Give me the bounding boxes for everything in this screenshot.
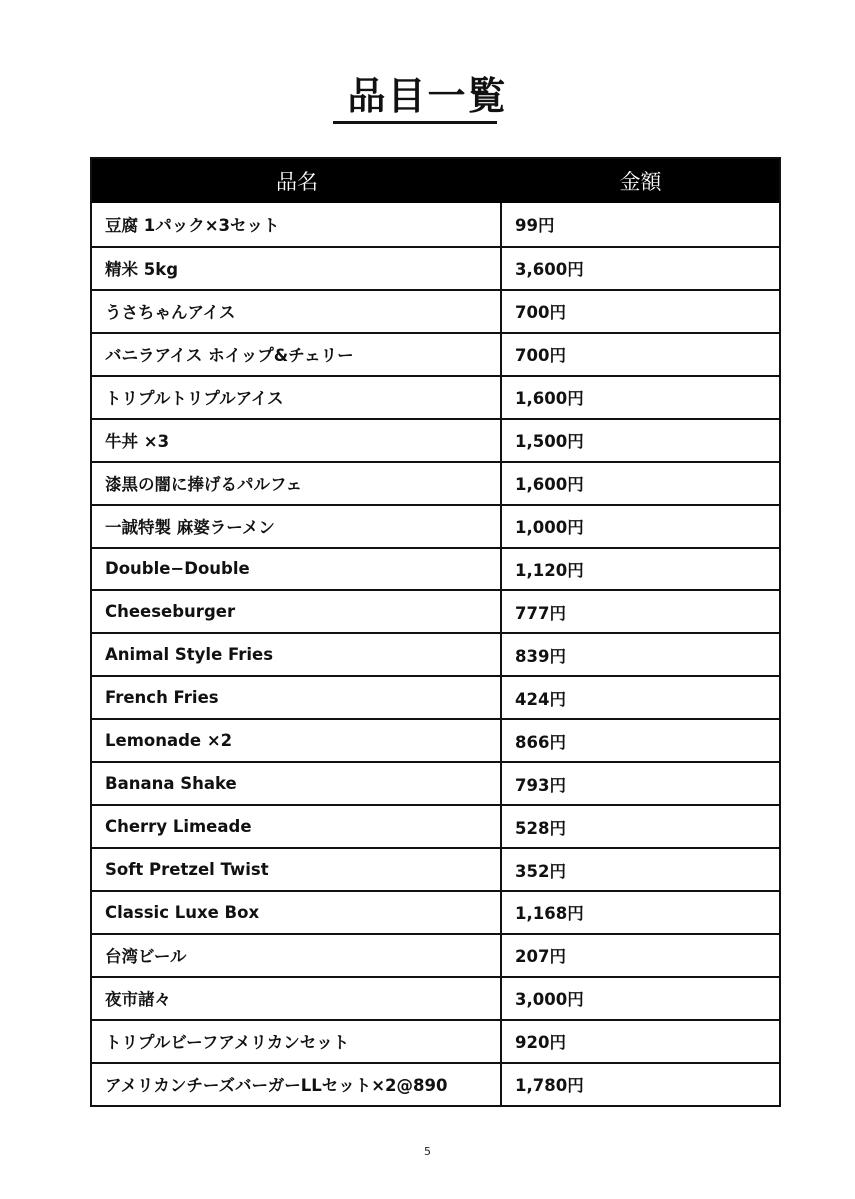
table-row [92, 246, 779, 289]
item-price: 793円 [515, 775, 566, 795]
item-name: Banana Shake [92, 763, 502, 804]
page-title: 品目一覧 [347, 74, 508, 118]
item-name: French Fries [92, 677, 502, 718]
table-row [92, 718, 779, 761]
table-row [92, 1062, 779, 1105]
item-name: Cherry Limeade [92, 806, 502, 847]
table-row [92, 332, 779, 375]
table-row [92, 375, 779, 418]
item-name: 漆黒の闇に捧げるパルフェ [92, 463, 502, 504]
item-price: 1,600円 [515, 475, 584, 495]
item-price: 1,168円 [515, 904, 584, 924]
item-name: 豆腐 1パック×3セット [92, 203, 502, 246]
item-name: Soft Pretzel Twist [92, 849, 502, 890]
item-price: 99円 [515, 216, 555, 236]
table-header [92, 159, 779, 203]
header-name: 品名 [276, 170, 318, 194]
item-price: 777円 [515, 603, 566, 623]
table-row [92, 1019, 779, 1062]
item-price: 866円 [515, 732, 566, 752]
item-price: 1,500円 [515, 432, 584, 452]
table-row [92, 547, 779, 590]
item-name: Double−Double [92, 549, 502, 590]
table-row [92, 504, 779, 547]
table-row [92, 632, 779, 675]
page-number: 5 [424, 1145, 431, 1158]
table-body [92, 203, 779, 1105]
item-price: 528円 [515, 818, 566, 838]
item-price: 3,600円 [515, 260, 584, 280]
item-price: 424円 [515, 689, 566, 709]
item-name: アメリカンチーズバーガーLLセット×2@890 [92, 1064, 502, 1105]
table-row [92, 976, 779, 1019]
item-price: 839円 [515, 646, 566, 666]
item-price: 1,600円 [515, 389, 584, 409]
table-row [92, 203, 779, 246]
item-price: 352円 [515, 861, 566, 881]
table-row [92, 804, 779, 847]
item-price: 1,000円 [515, 518, 584, 538]
table-row [92, 761, 779, 804]
header-price: 金額 [619, 170, 662, 194]
table-row [92, 675, 779, 718]
item-name: トリプルトリプルアイス [92, 377, 502, 418]
item-name: 牛丼 ×3 [92, 420, 502, 461]
item-price: 700円 [515, 346, 566, 366]
item-name: Lemonade ×2 [92, 720, 502, 761]
table-row [92, 461, 779, 504]
title-underline [333, 121, 497, 124]
item-name: バニラアイス ホイップ&チェリー [92, 334, 502, 375]
item-name: 一誠特製 麻婆ラーメン [92, 506, 502, 547]
item-name: 台湾ビール [92, 935, 502, 976]
item-name: うさちゃんアイス [92, 291, 502, 332]
item-price: 3,000円 [515, 990, 584, 1010]
item-price: 1,780円 [515, 1076, 584, 1096]
item-price: 207円 [515, 947, 566, 967]
table-row [92, 847, 779, 890]
item-name: Classic Luxe Box [92, 892, 502, 933]
item-name: トリプルビーフアメリカンセット [92, 1021, 502, 1062]
table-row [92, 589, 779, 632]
table-row [92, 890, 779, 933]
item-name: 精米 5kg [92, 248, 502, 289]
table-row [92, 289, 779, 332]
item-price: 700円 [515, 303, 566, 323]
table-row [92, 418, 779, 461]
item-table [90, 157, 781, 1107]
item-name: Cheeseburger [92, 591, 502, 632]
item-price: 1,120円 [515, 560, 584, 580]
item-price: 920円 [515, 1033, 566, 1053]
table-row [92, 933, 779, 976]
item-name: 夜市諸々 [92, 978, 502, 1019]
item-name: Animal Style Fries [92, 634, 502, 675]
